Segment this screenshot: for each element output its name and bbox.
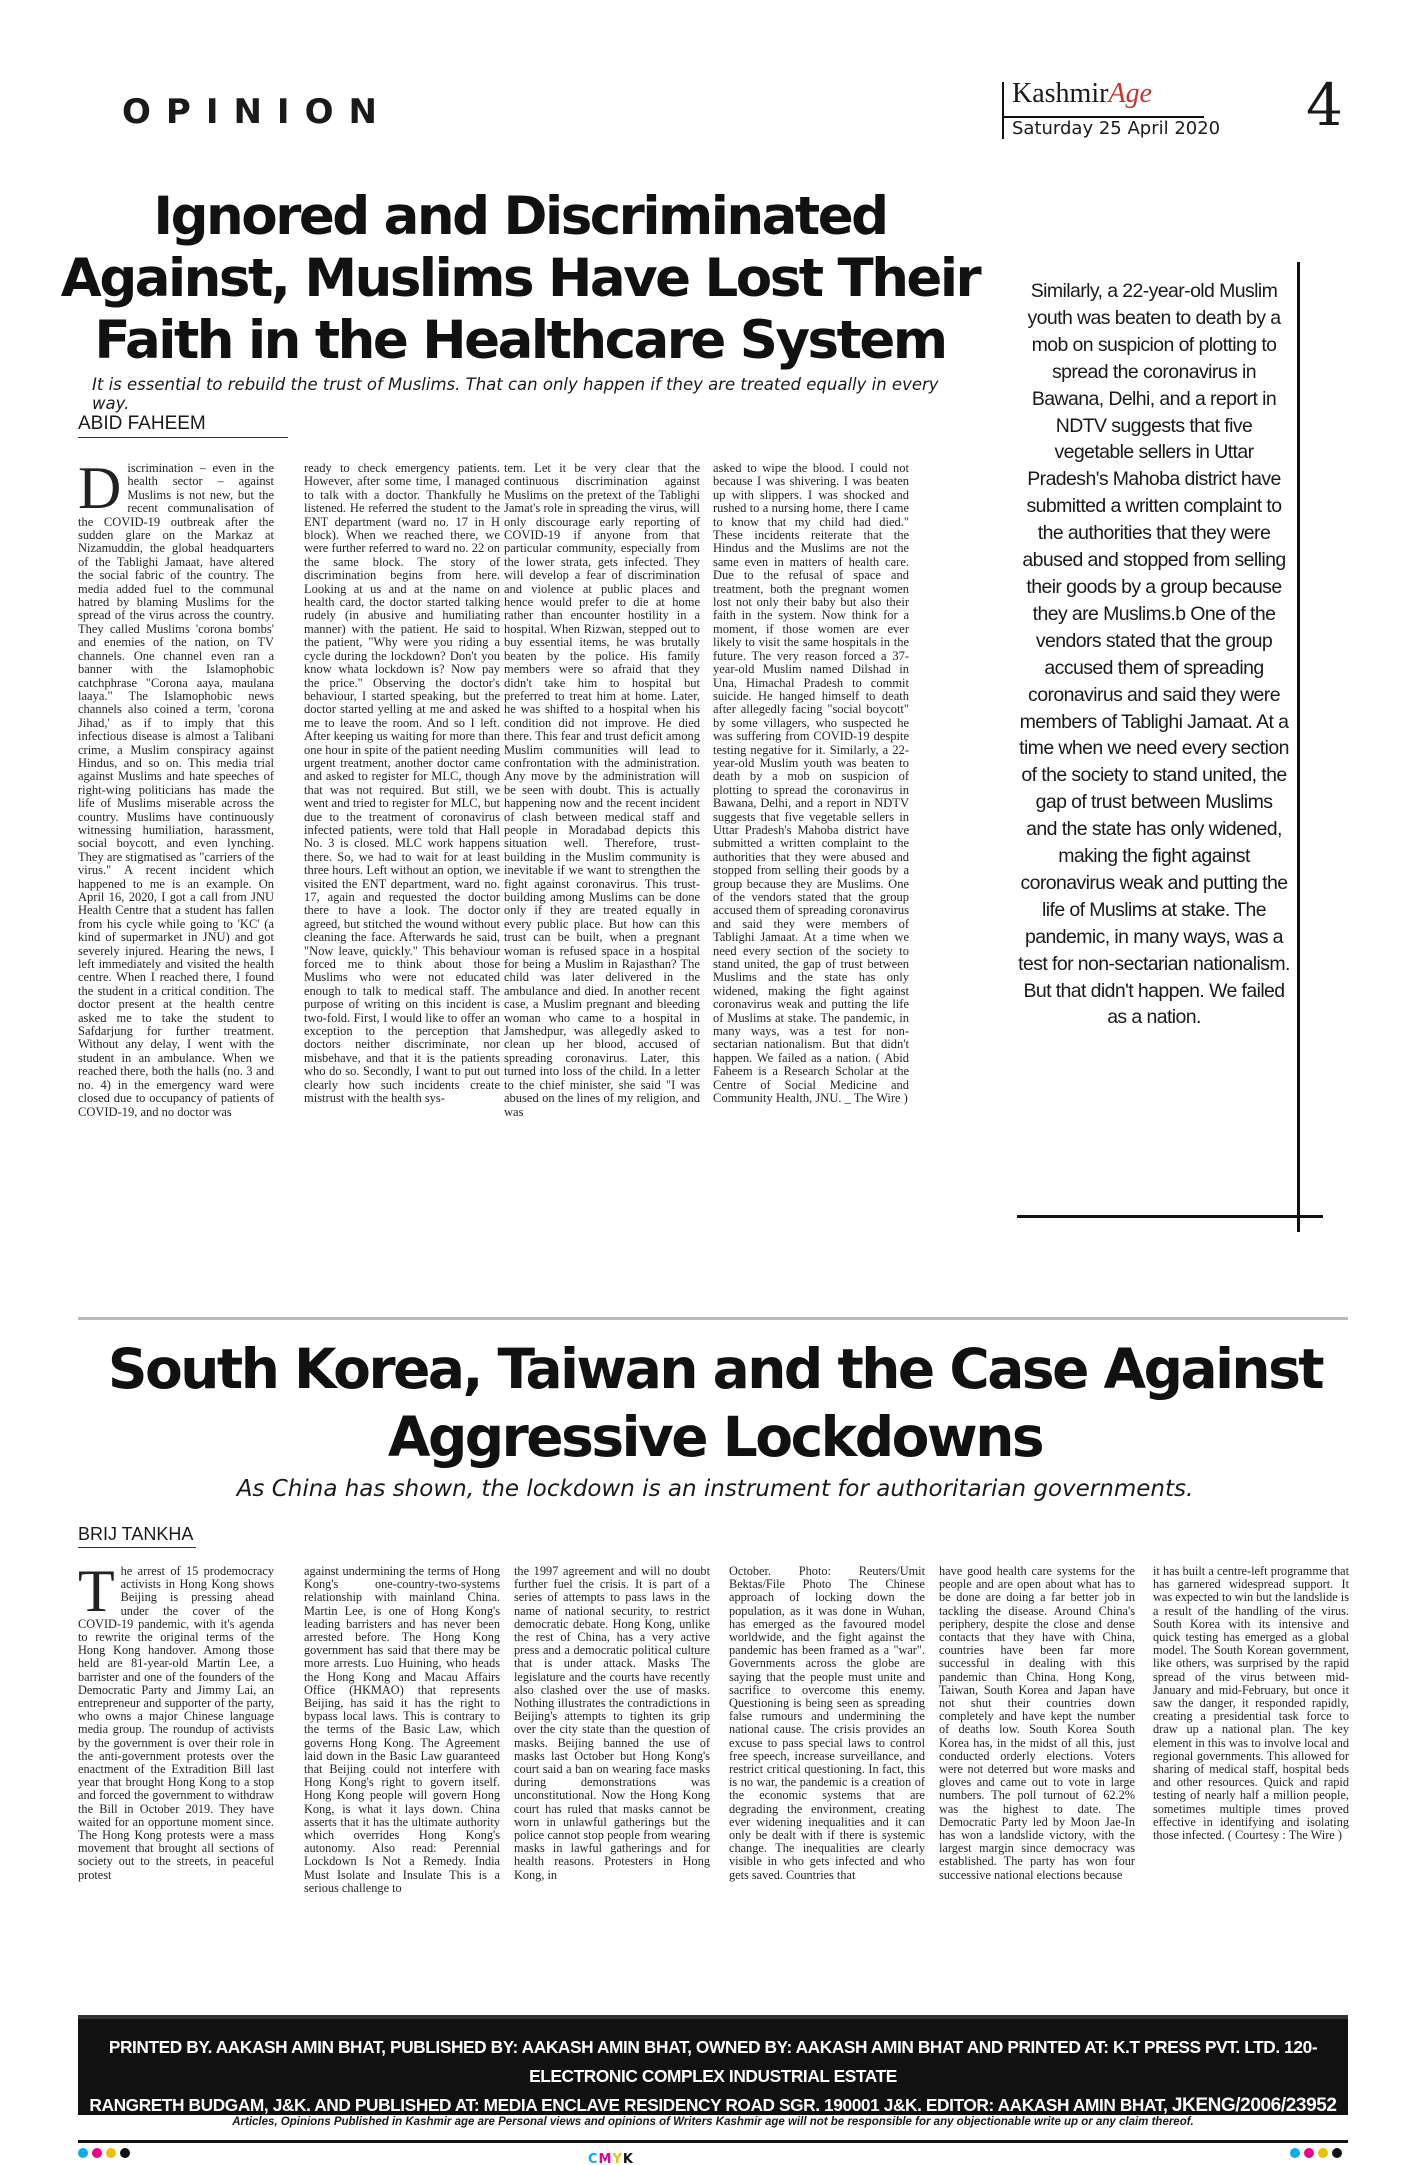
article1-column-4: asked to wipe the blood. I could not because I was shivering. I was beaten up with slippers. I was shocked and rushed to a nursing home, there I came to know that my child had died." These incidents reiterate that the Hindus and the Muslims are not the same even in matters of health care. Due to the refusal of space and treatment, both the pregnant women lost not only their baby but also their faith in the system. Now think for a moment, if those women are ever likely to visit the same hospitals in the future. The very reason forced a 37-year-old Muslim named Dilshad in Una, Himachal Pradesh to commit suicide. He hanged himself to death after allegedly facing "social boycott" by some villagers, who suspected he was suffering from COVID-19 despite testing negative for it. Similarly, a 22-year-old Muslim youth was beaten to death by a mob on suspicion of plotting to spread the coronavirus in Bawana, Delhi, and a report in NDTV suggests that five vegetable sellers in Uttar Pradesh's Mahoba district have submitted a written complaint to the authorities that they were abused and stopped from selling their goods by a group because they are Muslims. One of the vendors stated that the group accused them of spreading coronavirus and said they were members of Tablighi Jamaat. At a time when we need every section of the society to stand united, the gap of trust between Muslims and the state has only widened, making the fight against coronavirus weak and putting the life of Muslims at stake. The pandemic, in many ways, was a test for non-sectarian nationalism. But that didn't happen. We failed as a nation. ( Abid Faheem is a Research Scholar at the Centre of Social Medicine and Community Health, JNU. _ The Wire ) (713, 462, 909, 1106)
article2-column-3: the 1997 agreement and will no doubt further fuel the crisis. It is part of a series of attempts to pass laws in the name of national security, to restrict democratic debate. Hong Kong, unlike the rest of China, has a very active press and a democratic political culture that is under attack. Masks The legislature and the courts have recently also clashed over the use of masks. Nothing illustrates the contradictions in Beijing's attempts to tighten its grip over the city state than the question of masks. Beijing banned the use of masks last October but Hong Kong's court said a ban on wearing face masks during demonstrations was unconstitutional. Now the Hong Kong court has ruled that masks cannot be worn in unlawful gatherings but the police cannot stop people from wearing masks in lawful gatherings and for health reasons. Protesters in Hong Kong, in (514, 1565, 710, 1882)
article2-column-4: October. Photo: Reuters/Umit Bektas/File Photo The Chinese approach of locking down the population, as it was done in Wuhan, has emerged as the favoured model worldwide, and the fight against the pandemic has been framed as a "war". Governments across the globe are saying that the people must unite and sacrifice to overcome this enemy. Questioning is being seen as spreading false rumours and undermining the national cause. The crisis provides an excuse to pass special laws to control free speech, increase surveillance, and restrict critical questioning. In fact, this is no war, the pandemic is a creation of the economic systems that are degrading the environment, creating ever widening inequalities and it can only be dealt with if there is systemic change. The inequalities are clearly visible in who gets infected and who gets saved. Countries that (729, 1565, 925, 1882)
magenta-dot (92, 2148, 102, 2158)
imprint-line-1: PRINTED BY. AAKASH AMIN BHAT, PUBLISHED BY: AAKASH AMIN BHAT, OWNED BY: AAKASH AMIN BHAT AND PRINTED AT: K.T PRESS PVT. LTD. 120- ELECTRONIC COMPLEX INDUSTRIAL ESTATE (108, 2037, 1318, 2086)
issue-date: Saturday 25 April 2020 (1012, 118, 1221, 139)
bottom-rule (78, 2140, 1348, 2143)
article1-column-2: ready to check emergency patients. However, after some time, I managed to talk with a doctor. Thankfully he listened. He referred the student to the ENT department (ward no. 17 in H block). When we reached there, we were further referred to ward no. 22 on the same block. The story of discrimination begins from here. Looking at us and at the name on health card, the doctor started talking rudely (in abusive and humiliating manner) with the patient. He said to the patient, "Why were you riding a cycle during the lockdown? Don't you know whata lockdown is? Now pay the price." Observing the doctor's behaviour, I started speaking, but the doctor started yelling at me and asked me to leave the room. And so I left. After keeping us waiting for more than one hour in spite of the patient needing urgent treatment, another doctor came and asked to register for MLC, though that was not required. But still, we went and tried to register for MLC, but due to the treatment of coronavirus infected patients, were told that Hall No. 3 is closed. MLC work happens there. So, we had to wait for at least three hours. Left without an option, we visited the ENT department, ward no. 17, again and requested the doctor there to have a look. The doctor agreed, but stitched the wound without cleaning the face. Afterwards he said, "Now leave, quickly." This behaviour forced me to think about those Muslims who were not educated enough to talk to medical staff. The purpose of writing on this incident is two-fold. First, I would like to offer an exception to the perception that doctors neither discriminate, nor misbehave, and that it is the patients who do so. Secondly, I want to put out clearly how such incidents create mistrust with the health sys- (304, 462, 500, 1106)
article2-column-1-text: he arrest of 15 prodemocracy activists in Hong Kong shows Beijing is pressing ahead under the cover of the COVID-19 pandemic, with it's agenda to rewrite the original terms of the Hong Kong handover. Among those held are 81-year-old Martin Lee, a barrister and one of the founders of the Democratic Party and Jimmy Lai, an entrepreneur and supporter of the party, who owns a major Chinese language media group. The roundup of activists by the government is over their role in the anti-government protests over the enactment of the Extradition Bill last year that brought Hong Kong to a stop and forced the government to withdraw the Bill in October 2019. They have waited for an opportune moment since. The Hong Kong protests were a mass movement that brought all sections of society out to the streets, in peaceful protest (78, 1565, 274, 1882)
cmyk-marker (588, 2152, 634, 2165)
black-dot (120, 2148, 130, 2158)
pull-quote-frame-horizontal (1017, 1215, 1323, 1218)
yellow-dot (1318, 2148, 1328, 2158)
imprint-line-2: RANGRETH BUDGAM, J&K. AND PUBLISHED AT: MEDIA ENCLAVE RESIDENCY ROAD SGR. 190001 J&K. EDITOR: AAKASH AMIN BHAT, (89, 2095, 1168, 2115)
imprint-text (78, 2033, 1348, 2120)
article2-headline: South Korea, Taiwan and the Case Against Aggressive Lockdowns (107, 1337, 1323, 1469)
registration-number: JKENG/2006/23952 (1171, 2095, 1337, 2116)
article-divider (78, 1317, 1348, 1320)
article2-drop-cap: T (78, 1565, 115, 1624)
cmyk-y: Y (612, 2152, 623, 2165)
cmyk-k: K (622, 2152, 634, 2165)
imprint-bar (78, 2015, 1348, 2115)
article2-column-1 (78, 1565, 274, 2002)
article1-column-1 (78, 462, 274, 1328)
article2-column-2: against undermining the terms of Hong Kong's one-country-two-systems relationship with mainland China. Martin Lee, is one of Hong Kong's leading barristers and has never been arrested before. The Hong Kong government has said that there may be more arrests. Luo Huining, who heads the Hong Kong and Macau Affairs Office (HKMAO) that represents Beijing, has said it has the right to bypass local laws. This is contrary to the terms of the Basic Law, which governs Hong Kong. The Agreement laid down in the Basic Law guaranteed that Beijing could not interfere with Hong Kong's right to govern itself. Hong Kong people will govern Hong Kong, is what it lays down. China asserts that it has the ultimate authority which overrides Hong Kong's autonomy. Also read: Perennial Lockdown Is Not a Remedy. India Must Isolate and Insulate This is a serious challenge to (304, 1565, 500, 1895)
pull-quote-frame-vertical (1297, 262, 1300, 1232)
registration-dots-right (1290, 2145, 1346, 2163)
cyan-dot (78, 2148, 88, 2158)
cyan-dot (1290, 2148, 1300, 2158)
article1-byline-rule (78, 437, 288, 438)
article1-column-3: tem. Let it be very clear that the continuous discrimination against Muslims on the pretext of the Tablighi Jamat's role in spreading the virus, will only discourage early reporting of COVID-19 if anyone from that particular community, especially from the lower strata, gets infected. They will develop a fear of discrimination and violence at public places and hence would prefer to die at home rather than encounter hostility in a hospital. When Rizwan, stepped out to buy essential items, he was brutally beaten by the police. His family members were so afraid that they didn't take him to hospital but preferred to treat him at home. Later, he was shifted to a hospital when his condition did not improve. He died there. This fear and trust deficit among Muslim communities will lead to confrontation with the administration. Any move by the administration will be seen with doubt. This is actually happening now and the recent incident of clash between medical staff and people in Moradabad depicts this situation well. Therefore, trust-building in the Muslim community is inevitable if we want to strengthen the fight against coronavirus. This trust-building among Muslims can be done only if they are treated equally in every public place. But how can this trust can be built, when a pregnant woman is refused space in a hospital for being a Muslim in Rajasthan? The child was later delivered in the ambulance and died. In another recent case, a Muslim pregnant and bleeding woman who came to a hospital in Jamshedpur, was allegedly asked to clean up her blood, accused of spreading coronavirus. Later, this turned into loss of the child. In a letter to the chief minister, she said "I was abused on the lines of my religion, and was (504, 462, 700, 1119)
brand-second: Age (1108, 78, 1152, 109)
article2-dek: As China has shown, the lockdown is an instrument for authoritarian governments. (236, 1476, 1194, 1502)
article2-column-5: have good health care systems for the people and are open about what has to be done are doing a far better job in tackling the disease. Around China's periphery, despite the close and dense contacts that they have with China, countries have been far more successful in dealing with this pandemic than China. Hong Kong, Taiwan, South Korea and Japan have not shut their countries down completely and have kept the number of deaths low. South Korea South Korea has, in the midst of all this, just conducted orderly elections. Voters were not deterred but wore masks and gloves and came out to vote in large numbers. The poll turnout of 62.2% was the highest to date. The Democratic Party led by Moon Jae-In has won a landslide victory, with the largest margin since democracy was established. The party has won four successive national elections because (939, 1565, 1135, 1882)
page-number: 4 (1306, 71, 1343, 139)
masthead-box (1002, 78, 1314, 139)
article1-headline: Ignored and Discriminated Against, Muslims Have Lost Their Faith in the Healthcare System (60, 186, 980, 371)
article1-drop-cap: D (78, 462, 122, 521)
pull-quote: Similarly, a 22-year-old Muslim youth was beaten to death by a mob on suspicion of plotting to spread the coronavirus in Bawana, Delhi, and a report in NDTV suggests that five vegetable sellers in Uttar Pradesh's Mahoba district have submitted a written complaint to the authorities that they were abused and stopped from selling their goods by a group because they are Muslims.b One of the vendors stated that the group accused them of spreading coronavirus and said they were members of Tablighi Jamaat. At a time when we need every section of the society to stand united, the gap of trust between Muslims and the state has only widened, making the fight against coronavirus weak and putting the life of Muslims at stake. The pandemic, in many ways, was a test for non-sectarian nationalism. But that didn't happen. We failed as a nation. (1018, 280, 1290, 1029)
article1-dek: It is essential to rebuild the trust of Muslims. That can only happen if they are treated equally in every way. (92, 375, 939, 413)
magenta-dot (1304, 2148, 1314, 2158)
article2-byline-rule (78, 1547, 196, 1548)
black-dot (1332, 2148, 1342, 2158)
disclaimer: Articles, Opinions Published in Kashmir age are Personal views and opinions of Writers Kashmir age will not be responsible for any objectionable write up or any claim thereof. (232, 2116, 1194, 2128)
brand-first: Kashmir (1012, 78, 1109, 109)
article2-column-6: it has built a centre-left programme that has garnered widespread support. It was expected to win but the landslide is a result of the handling of the virus. South Korea with its intensive and quick testing has emerged as a global model. The South Korean government, like others, was surprised by the rapid spread of the virus between mid-January and mid-February, but once it saw the danger, it responded rapidly, creating a presidential task force to draw up a national plan. The key element in this was to involve local and regional governments. This allowed for sharing of medical staff, hospital beds and other resources. Quick and rapid testing of nearly half a million people, sometimes multiple times proved effective in identifying and isolating those infected. ( Courtesy : The Wire ) (1153, 1565, 1349, 1843)
cmyk-m: M (598, 2152, 613, 2165)
section-label: OPINION (122, 92, 392, 132)
yellow-dot (106, 2148, 116, 2158)
registration-dots-left (78, 2145, 134, 2163)
cmyk-c: C (588, 2152, 599, 2165)
article2-byline: BRIJ TANKHA (78, 1524, 194, 1544)
brand-logo (1012, 78, 1152, 110)
article1-column-1-text: iscrimination – even in the health sector – against Muslims is not new, but the recent communalisation of the COVID-19 outbreak after the sudden glare on the Markaz at Nizamuddin, the global headquarters of the Tablighi Jamaat, have altered the social fabric of the country. The media added fuel to the communal hatred by blaming Muslims for the spread of the virus across the country. They called Muslims 'corona bombs' and enemies of the nation, on TV channels. One channel even ran a banner with the Islamophobic catchphrase "Corona aaya, maulana laaya." The Islamophobic news channels also coined a term, 'corona Jihad,' as if to imply that this infectious disease is almost a Talibani crime, a Muslim conspiracy against Hindus, and so on. This media trial against Muslims and hate speeches of right-wing politicians has made the life of Muslims miserable across the country. Muslims have continuously witnessing humiliation, harassment, social boycott, and even lynching. They are stigmatised as "carriers of the virus." A recent incident which happened to me is an example. On April 16, 2020, I got a call from JNU Health Centre that a student has fallen from his cycle while going to 'KC' (a kind of supermarket in JNU) and got severely injured. Hearing the news, I left immediately and visited the health centre. When I reached there, I found the student in a critical condition. The doctor present at the health centre asked me to take the student to Safdarjung for further treatment. Without any delay, I went with the student in an ambulance. When we reached there, both the halls (no. 3 and no. 4) in the emergency ward were closed due to occupancy of patients of COVID-19, and no doctor was (78, 462, 274, 1119)
article1-byline: ABID FAHEEM (78, 413, 206, 434)
